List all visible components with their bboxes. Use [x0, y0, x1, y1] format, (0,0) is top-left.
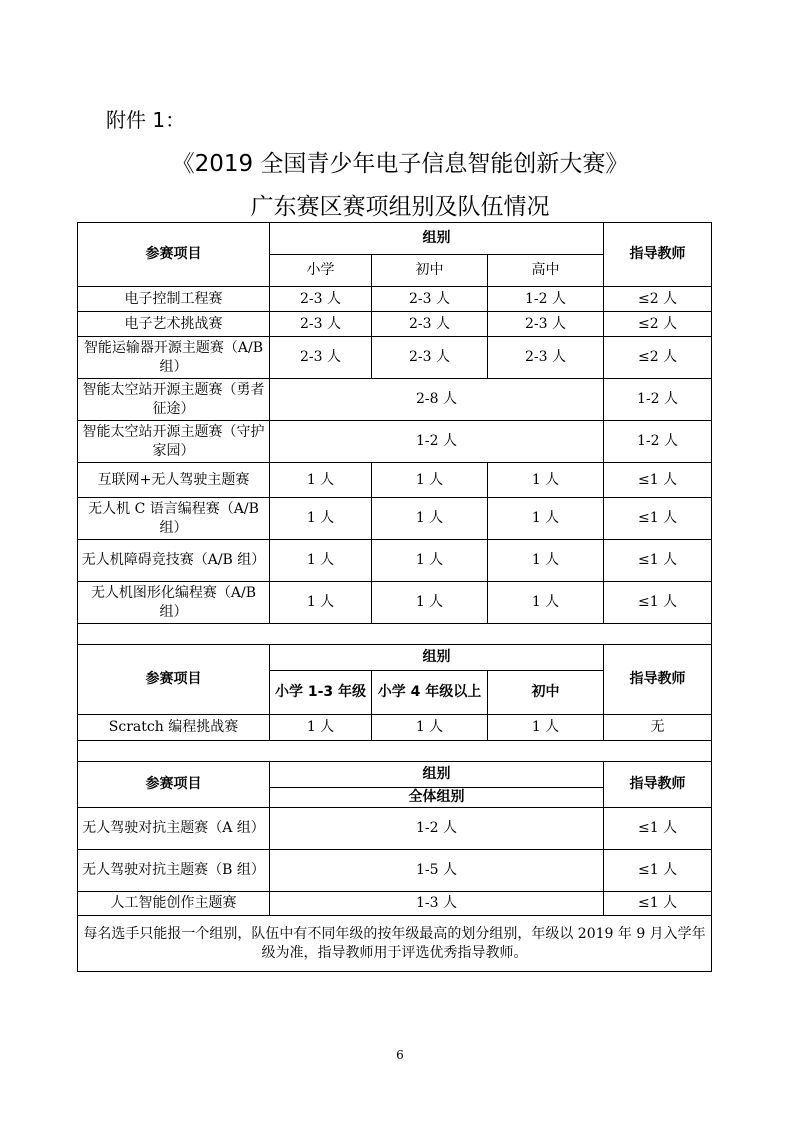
- table-row: [78, 421, 712, 463]
- team-size-merged: 1-2 人: [270, 808, 604, 850]
- team-size-merged: 2-8 人: [270, 379, 604, 421]
- team-size: 1 人: [270, 498, 372, 540]
- teacher-count: ≤1 人: [604, 582, 712, 624]
- level-all-groups: 全体组别: [270, 788, 604, 808]
- section-spacer: [78, 741, 712, 762]
- team-size: 2-3 人: [270, 287, 372, 312]
- team-size: 2-3 人: [372, 337, 488, 379]
- teacher-header: 指导教师: [604, 223, 712, 287]
- teacher-count: ≤2 人: [604, 287, 712, 312]
- level-junior: 初中: [372, 255, 488, 287]
- team-size: 1 人: [270, 582, 372, 624]
- table-row: [78, 892, 712, 916]
- project-name: 无人驾驶对抗主题赛（B 组）: [78, 850, 270, 892]
- teacher-count: 无: [604, 715, 712, 741]
- table-row: [78, 463, 712, 498]
- team-size: 2-3 人: [488, 312, 604, 337]
- team-size: 1 人: [372, 715, 488, 741]
- teacher-header: 指导教师: [604, 762, 712, 808]
- project-name: 无人机 C 语言编程赛（A/B 组）: [78, 498, 270, 540]
- team-size: 1 人: [372, 498, 488, 540]
- team-size: 1 人: [488, 715, 604, 741]
- team-size: 1 人: [488, 463, 604, 498]
- project-name: 互联网+无人驾驶主题赛: [78, 463, 270, 498]
- teacher-count: ≤2 人: [604, 312, 712, 337]
- team-size-merged: 1-5 人: [270, 850, 604, 892]
- table-row: [78, 312, 712, 337]
- team-size-merged: 1-3 人: [270, 892, 604, 916]
- team-size: 1 人: [270, 540, 372, 582]
- project-name: 电子控制工程赛: [78, 287, 270, 312]
- team-size: 1 人: [372, 463, 488, 498]
- teacher-header: 指导教师: [604, 645, 712, 715]
- table-row: [78, 379, 712, 421]
- teacher-count: ≤1 人: [604, 540, 712, 582]
- group-header: 组别: [270, 762, 604, 788]
- attachment-label: 附件 1：: [106, 108, 186, 132]
- team-size: 1 人: [488, 582, 604, 624]
- table-row: [78, 337, 712, 379]
- team-size: 1-2 人: [488, 287, 604, 312]
- project-name: 智能太空站开源主题赛（守护家园）: [78, 421, 270, 463]
- group-header: 组别: [270, 645, 604, 671]
- team-size: 2-3 人: [270, 337, 372, 379]
- team-size-merged: 1-2 人: [270, 421, 604, 463]
- table-row: [78, 808, 712, 850]
- project-name: 电子艺术挑战赛: [78, 312, 270, 337]
- document-title: 《2019 全国青少年电子信息智能创新大赛》: [171, 151, 629, 177]
- level-primary: 小学: [270, 255, 372, 287]
- team-size: 1 人: [270, 463, 372, 498]
- project-header: 参赛项目: [78, 762, 270, 808]
- table-row: [78, 540, 712, 582]
- teacher-count: ≤1 人: [604, 498, 712, 540]
- project-name: 智能太空站开源主题赛（勇者征途）: [78, 379, 270, 421]
- teacher-count: ≤1 人: [604, 463, 712, 498]
- team-size: 2-3 人: [372, 312, 488, 337]
- page-number: 6: [396, 1048, 404, 1062]
- table-row: [78, 287, 712, 312]
- table-row: [78, 715, 712, 741]
- competition-table: [77, 222, 712, 972]
- table-row: [78, 498, 712, 540]
- team-size: 1 人: [270, 715, 372, 741]
- team-size: 2-3 人: [372, 287, 488, 312]
- level-senior: 高中: [488, 255, 604, 287]
- teacher-count: ≤1 人: [604, 892, 712, 916]
- table-row: [78, 850, 712, 892]
- team-size: 2-3 人: [270, 312, 372, 337]
- project-name: 无人机图形化编程赛（A/B 组）: [78, 582, 270, 624]
- project-header: 参赛项目: [78, 645, 270, 715]
- project-name: 智能运输器开源主题赛（A/B 组）: [78, 337, 270, 379]
- team-size: 1 人: [372, 582, 488, 624]
- table-row: [78, 582, 712, 624]
- section-spacer: [78, 624, 712, 645]
- team-size: 1 人: [372, 540, 488, 582]
- project-name: 人工智能创作主题赛: [78, 892, 270, 916]
- level-primary-4-up: 小学 4 年级以上: [372, 671, 488, 715]
- registration-note: 每名选手只能报一个组别，队伍中有不同年级的按年级最高的划分组别，年级以 2019 年 9 月入学年级为准，指导教师用于评选优秀指导教师。: [78, 916, 712, 972]
- teacher-count: ≤1 人: [604, 850, 712, 892]
- project-header: 参赛项目: [78, 223, 270, 287]
- teacher-count: 1-2 人: [604, 379, 712, 421]
- team-size: 1 人: [488, 540, 604, 582]
- team-size: 2-3 人: [488, 337, 604, 379]
- level-primary-1-3: 小学 1-3 年级: [270, 671, 372, 715]
- teacher-count: ≤2 人: [604, 337, 712, 379]
- project-name: 无人机障碍竞技赛（A/B 组）: [78, 540, 270, 582]
- project-name: Scratch 编程挑战赛: [78, 715, 270, 741]
- team-size: 1 人: [488, 498, 604, 540]
- teacher-count: ≤1 人: [604, 808, 712, 850]
- project-name: 无人驾驶对抗主题赛（A 组）: [78, 808, 270, 850]
- document-subtitle: 广东赛区赛项组别及队伍情况: [250, 194, 550, 220]
- teacher-count: 1-2 人: [604, 421, 712, 463]
- level-junior: 初中: [488, 671, 604, 715]
- group-header: 组别: [270, 223, 604, 255]
